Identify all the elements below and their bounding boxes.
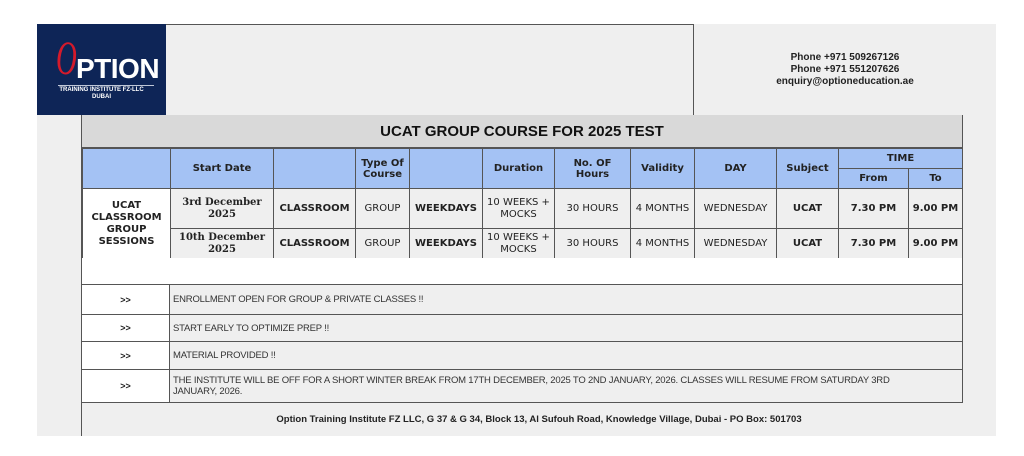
note-text: ENROLLMENT OPEN FOR GROUP & PRIVATE CLASSES !! bbox=[170, 285, 962, 314]
page-title: UCAT GROUP COURSE FOR 2025 TEST bbox=[82, 115, 962, 148]
header-time: TIME bbox=[839, 149, 963, 169]
header-blank-5 bbox=[410, 149, 483, 189]
header-subject: Subject bbox=[777, 149, 839, 189]
header-day: DAY bbox=[695, 149, 777, 189]
header-blank-3 bbox=[274, 149, 356, 189]
schedule-table bbox=[82, 148, 963, 259]
phone-1: Phone +971 509267126 bbox=[790, 51, 900, 63]
logo-divider bbox=[58, 85, 154, 86]
bullet-marker: >> bbox=[82, 285, 170, 314]
hours: 30 HOURS bbox=[555, 229, 631, 259]
logo-word: PTION bbox=[76, 53, 160, 84]
group-label: UCAT CLASSROOM GROUP SESSIONS bbox=[83, 189, 171, 259]
time-from: 7.30 PM bbox=[839, 229, 909, 259]
right-margin-panel bbox=[962, 115, 996, 403]
header-duration: Duration bbox=[483, 149, 555, 189]
subject: UCAT bbox=[777, 189, 839, 229]
duration: 10 WEEKS + MOCKS bbox=[483, 189, 555, 229]
start-date: 10th December 2025 bbox=[171, 229, 274, 259]
time-from: 7.30 PM bbox=[839, 189, 909, 229]
course-type: GROUP bbox=[356, 229, 410, 259]
note-row bbox=[82, 285, 962, 315]
time-to: 9.00 PM bbox=[909, 229, 963, 259]
note-row bbox=[82, 370, 962, 403]
note-text: START EARLY TO OPTIMIZE PREP !! bbox=[170, 315, 962, 341]
header-blank-area bbox=[166, 24, 694, 115]
time-to: 9.00 PM bbox=[909, 189, 963, 229]
header-from: From bbox=[839, 169, 909, 189]
table-row bbox=[83, 189, 963, 229]
validity: 4 MONTHS bbox=[631, 189, 695, 229]
phone-2: Phone +971 551207626 bbox=[790, 63, 900, 75]
header-start-date: Start Date bbox=[171, 149, 274, 189]
course-type: GROUP bbox=[356, 189, 410, 229]
header-type-of-course: Type Of Course bbox=[356, 149, 410, 189]
header-validity: Validity bbox=[631, 149, 695, 189]
day: WEDNESDAY bbox=[695, 189, 777, 229]
logo-letter-o: O bbox=[56, 32, 77, 85]
header-blank-1 bbox=[83, 149, 171, 189]
footer-address: Option Training Institute FZ LLC, G 37 & G 34, Block 13, Al Sufouh Road, Knowledge Village, Dubai - PO Box: 501703 bbox=[82, 403, 996, 436]
duration: 10 WEEKS + MOCKS bbox=[483, 229, 555, 259]
validity: 4 MONTHS bbox=[631, 229, 695, 259]
hours: 30 HOURS bbox=[555, 189, 631, 229]
contact-block bbox=[694, 24, 996, 115]
logo-subtitle: TRAINING INSTITUTE FZ-LLC DUBAI bbox=[59, 87, 144, 100]
left-margin-panel bbox=[37, 115, 82, 436]
header-to: To bbox=[909, 169, 963, 189]
days: WEEKDAYS bbox=[410, 229, 483, 259]
note-text: THE INSTITUTE WILL BE OFF FOR A SHORT WINTER BREAK FROM 17TH DECEMBER, 2025 TO 2ND JANUARY, 2026. CLASSES WILL RESUME FROM SATURDAY 3RD JANUARY, 2026. bbox=[170, 370, 962, 402]
note-row bbox=[82, 342, 962, 370]
mode: CLASSROOM bbox=[274, 229, 356, 259]
day: WEDNESDAY bbox=[695, 229, 777, 259]
start-date: 3rd December 2025 bbox=[171, 189, 274, 229]
bullet-marker: >> bbox=[82, 342, 170, 369]
subject: UCAT bbox=[777, 229, 839, 259]
mode: CLASSROOM bbox=[274, 189, 356, 229]
bullet-marker: >> bbox=[82, 315, 170, 341]
email[interactable]: enquiry@optioneducation.ae bbox=[776, 75, 914, 87]
note-text: MATERIAL PROVIDED !! bbox=[170, 342, 962, 369]
header-hours: No. OF Hours bbox=[555, 149, 631, 189]
table-row bbox=[83, 229, 963, 259]
days: WEEKDAYS bbox=[410, 189, 483, 229]
spacer-row bbox=[82, 258, 962, 285]
logo bbox=[50, 34, 160, 89]
bullet-marker: >> bbox=[82, 370, 170, 402]
note-row bbox=[82, 315, 962, 342]
